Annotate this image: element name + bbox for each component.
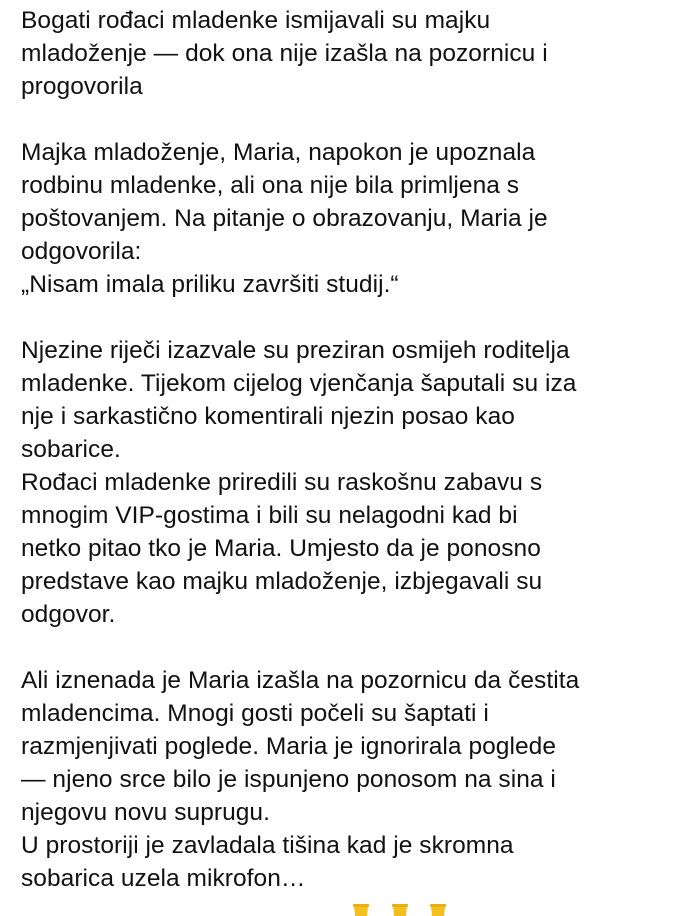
post-title [21, 4, 691, 103]
text-line: mladoženje — dok ona nije izašla na pozornicu i [21, 40, 548, 67]
text-line: U prostoriji je zavladala tišina kad je skromna [21, 832, 514, 859]
paragraph-1 [21, 136, 691, 301]
post-text [21, 4, 691, 895]
text-line: Njezine riječi izazvale su preziran osmijeh roditelja [21, 337, 570, 364]
trophy-icon [390, 902, 410, 916]
text-line: razmjenjivati poglede. Maria je ignorirala poglede [21, 733, 556, 760]
text-line: Bogati rođaci mladenke ismijavali su majku [21, 7, 491, 34]
text-line: sobarice. [21, 436, 121, 463]
text-line: mnogim VIP-gostima i bili su nelagodni kad bi [21, 502, 518, 529]
paragraph-gap [21, 301, 691, 334]
text-line: mladenke. Tijekom cijelog vjenčanja šaputali su iza [21, 370, 577, 397]
text-line: rodbinu mladenke, ali ona nije bila primljena s [21, 172, 520, 199]
text-line: mladencima. Mnogi gosti počeli su šaptati i [21, 700, 489, 727]
paragraph-2 [21, 334, 691, 631]
paragraph-gap [21, 103, 691, 136]
text-line: odgovor. [21, 601, 116, 628]
text-line: Ali iznenada je Maria izašla na pozornicu da čestita [21, 667, 580, 694]
paragraph-3 [21, 664, 691, 895]
text-line: njegovu novu suprugu. [21, 799, 270, 826]
trophy-icon [428, 902, 448, 916]
text-line: Majka mladoženje, Maria, napokon je upoznala [21, 139, 536, 166]
text-line: netko pitao tko je Maria. Umjesto da je ponosno [21, 535, 541, 562]
text-line: nje i sarkastično komentirali njezin posao kao [21, 403, 515, 430]
text-line: predstave kao majku mladoženje, izbjegavali su [21, 568, 543, 595]
text-line: poštovanjem. Na pitanje o obrazovanju, Maria je [21, 205, 548, 232]
text-line: „Nisam imala priliku završiti studij.“ [21, 271, 399, 298]
text-line: — njeno srce bilo je ispunjeno ponosom na sina i [21, 766, 556, 793]
trophy-icon [351, 902, 371, 916]
text-line: odgovorila: [21, 238, 142, 265]
text-line: progovorila [21, 73, 143, 100]
paragraph-gap [21, 631, 691, 664]
text-line: Rođaci mladenke priredili su raskošnu zabavu s [21, 469, 543, 496]
text-line: sobarica uzela mikrofon… [21, 865, 306, 892]
